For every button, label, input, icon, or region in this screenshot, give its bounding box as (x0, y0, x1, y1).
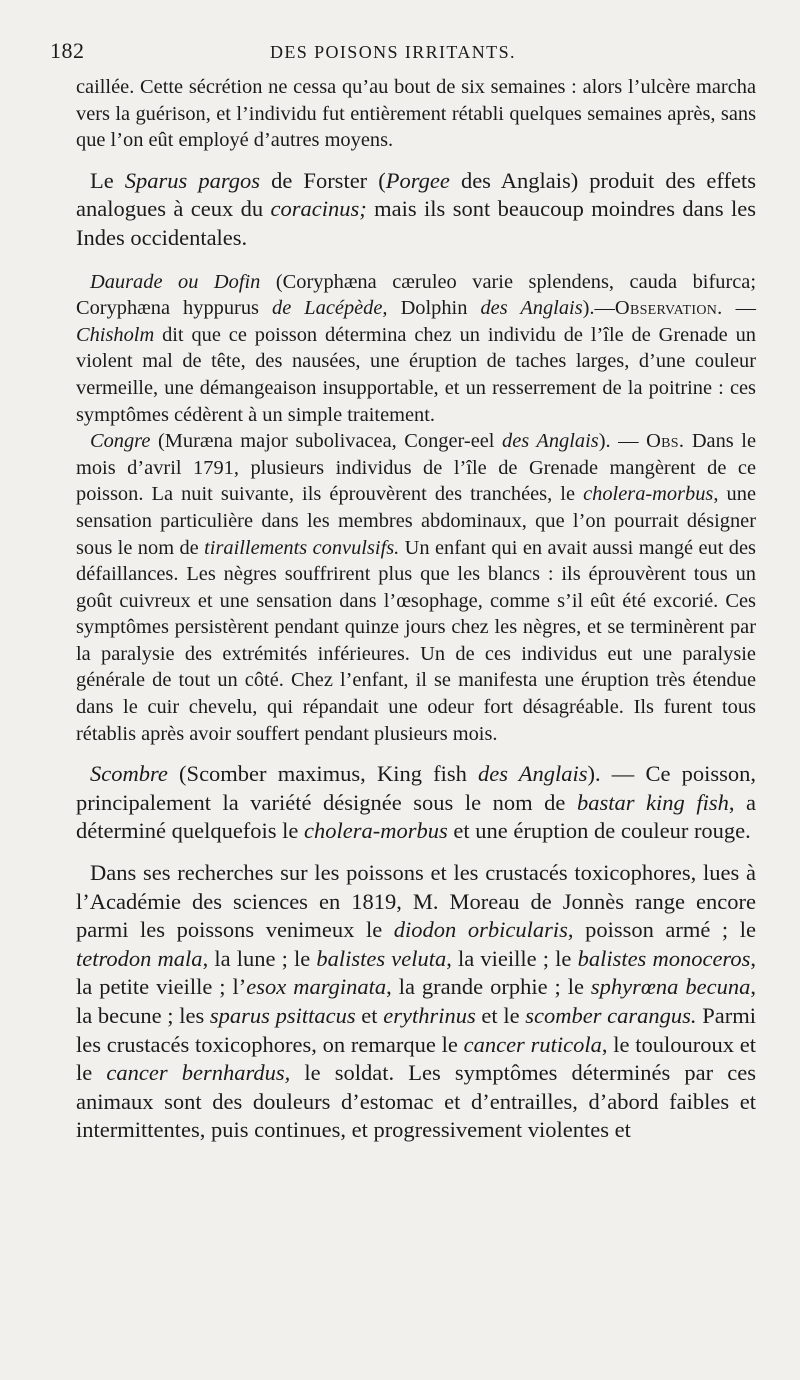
observation-label: Observation. (614, 297, 723, 320)
entry-scombre: Scombre (Scomber maximus, King fish des Anglais). — Ce poisson, principalement la variété désignée sous le nom de bastar king fish, a déterminé quelquefois le cholera-morbus et une éruption de couleur rouge. (76, 761, 756, 844)
running-head: DES POISONS IRRITANTS. (270, 42, 516, 62)
body-text (76, 74, 756, 1145)
species-name: Porgee (385, 167, 450, 193)
entry-congre: Congre (Muræna major subolivacea, Conger-eel des Anglais). — Obs. Dans le mois d’avril 1791, plusieurs individus de l’île de Grenade mangèrent de ce poisson. La nuit suivante, ils éprouvèrent des tranchées, le cholera-morbus, une sensation particulière dans les membres abdominaux, que l’on pourrait désigner sous le nom de tiraillements convulsifs. Un enfant qui en avait aussi mangé eut des défaillances. Les nègres souffrirent plus que les blancs : ils éprouvèrent tous un goût cuivreux et une sensation dans l’œsophage, comme s’il eût été excorié. Ces symptômes persistèrent pendant quinze jours chez les nègres, et se terminèrent par la paralysie des extrémités inférieures. Un de ces individus eut une paralysie générale de tout un côté. Chez l’enfant, il se manifesta une éruption très étendue dans le cuir chevelu, qui répandait une odeur fort désagréable. Ils furent tous rétablis après avoir souffert pendant plusieurs mois. (76, 430, 757, 745)
entry-heading: Congre (90, 430, 151, 453)
paragraph-sparus: Le Sparus pargos de Forster (Porgee des Anglais) produit des effets analogues à ceux du coracinus; mais ils sont beaucoup moindres dans les Indes occidentales. (76, 167, 756, 250)
entry-daurade: Daurade ou Dofin (Coryphæna cæruleo varie splendens, cauda bifurca; Coryphæna hyppurus de Lacépède, Dolphin des Anglais).—Observation. — Chisholm dit que ce poisson détermina chez un individu de l’île de Grenade un violent mal de tête, des nausées, une éruption de taches larges, d’une couleur vermeille, une démangeaison insupportable, et un resserrement de la poitrine : ces symptômes cédèrent à un simple traitement. (76, 270, 756, 426)
page-header (0, 38, 800, 74)
species-name: coracinus; (270, 196, 367, 222)
paragraph-continuation: caillée. Cette sécrétion ne cessa qu’au bout de six semaines : alors l’ulcère marcha vers la guérison, et l’individu fut entièrement rétabli quelques semaines après, sans que l’on eût employé d’autres moyens. (76, 76, 756, 152)
entry-heading: Daurade ou Dofin (90, 270, 261, 293)
paragraph-moreau: Dans ses recherches sur les poissons et les crustacés toxicophores, lues à l’Académie des sciences en 1819, M. Moreau de Jonnès range encore parmi les poissons venimeux le diodon orbicularis, poisson armé ; le tetrodon mala, la lune ; le balistes veluta, la vieille ; le balistes monoceros, la petite vieille ; l’esox marginata, la grande orphie ; le sphyrœna becuna, la becune ; les sparus psittacus et erythrinus et le scomber carangus. Parmi les crustacés toxicophores, on remarque le cancer ruticola, le toulouroux et le cancer bernhardus, le soldat. Les symptômes déterminés par ces animaux sont des douleurs d’estomac et d’entrailles, d’abord faibles et intermittentes, puis continues, et progressivement violentes et (76, 860, 756, 1143)
page-number: 182 (50, 38, 85, 63)
entry-heading: Scombre (90, 761, 168, 787)
observation-label: Obs. (646, 430, 685, 453)
species-name: Sparus pargos (124, 167, 261, 193)
